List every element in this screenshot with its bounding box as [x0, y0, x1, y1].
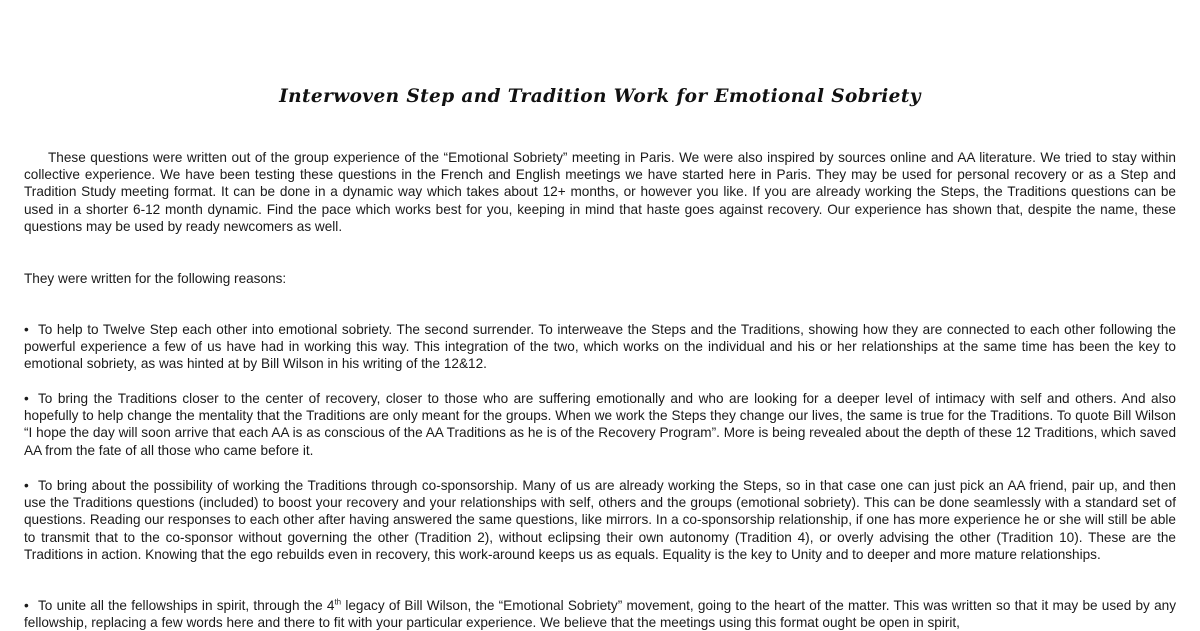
list-item-text: To bring the Traditions closer to the center of recovery, closer to those who are suffering emotionally and who are looking for a deeper level of intimacy with self and others. And also hopefully to help change the mentality that the Traditions are only meant for the groups. When we work the Steps they change our lives, the same is true for the Traditions. To quote Bill Wilson “I hope the day will soon arrive that each AA is as conscious of the AA Traditions as he is of the Recovery Program”. More is being revealed about the depth of these 12 Traditions, which saved AA from the fate of all those who came before it. — [24, 391, 1176, 458]
reasons-heading: They were written for the following reasons: — [24, 271, 287, 286]
bullet-icon: • — [24, 598, 29, 613]
bullet-icon: • — [24, 478, 29, 493]
list-item — [24, 321, 1176, 373]
list-item-text-continued: legacy of Bill Wilson, the “Emotional Sobriety” movement, going to the heart of the matter. This was written so that it may be used by any fellowship, replacing a few words here and there to fit with your particular experience. We believe that the meetings using this format ought be open in spirit, — [24, 598, 1176, 631]
bullet-icon: • — [24, 322, 29, 337]
list-item-text: To bring about the possibility of working the Traditions through co-sponsorship. Many of us are already working the Steps, so in that case one can just pick an AA friend, pair up, and then use the Traditions questions (included) to boost your recovery and your relationships with self, others and the groups (emotional sobriety). This can be done seamlessly with a standard set of questions. Reading our responses to each other after having answered the same questions, like mirrors. In a co-sponsorship relationship, if one has more experience he or she will still be able to transmit that to the co-sponsor without governing the other (Tradition 2), without eclipsing their own autonomy (Tradition 4), or overly advising the other (Tradition 10). These are the Traditions in action. Knowing that the ego rebuilds even in recovery, this work-around keeps us as equals. Equality is the key to Unity and to deeper and more mature relationships. — [24, 478, 1176, 562]
document-title: Interwoven Step and Tradition Work for Emotional Sobriety — [279, 86, 921, 107]
list-item — [24, 477, 1176, 563]
list-item — [24, 597, 1176, 631]
bullet-icon: • — [24, 391, 29, 406]
list-item-text: To help to Twelve Step each other into emotional sobriety. The second surrender. To interweave the Steps and the Traditions, showing how they are connected to each other following the powerful experience a few of us have had in working this way. This integration of the two, which works on the individual and his or her relationships at the same time has been the key to emotional sobriety, as was hinted at by Bill Wilson in his writing of the 12&12. — [24, 322, 1176, 372]
ordinal-suffix: th — [334, 597, 342, 607]
intro-paragraph: These questions were written out of the group experience of the “Emotional Sobriety” meeting in Paris. We were also inspired by sources online and AA literature. We tried to stay within collective experience. We have been testing these questions in the French and English meetings we have started here in Paris. They may be used for personal recovery or as a Step and Tradition Study meeting format. It can be done in a dynamic way which takes about 12+ months, or however you like. If you are already working the Steps, the Traditions questions can be used in a shorter 6-12 month dynamic. Find the pace which works best for you, keeping in mind that haste goes against recovery. Our experience has shown that, despite the name, these questions may be used by ready newcomers as well. — [24, 150, 1176, 234]
list-item-text: To unite all the fellowships in spirit, through the 4 — [38, 598, 335, 613]
list-item — [24, 390, 1176, 459]
